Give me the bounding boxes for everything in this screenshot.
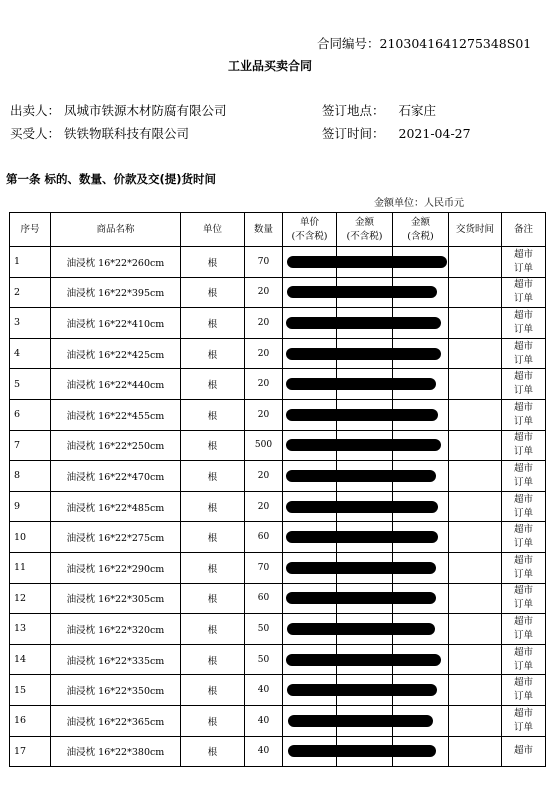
cell-amount-ex-tax-redacted (337, 705, 393, 736)
cell-note (502, 277, 546, 308)
table-row (10, 247, 546, 278)
note-line-2: 订单 (513, 293, 533, 305)
currency-note: 金额单位：人民币元 (374, 198, 464, 209)
cell-seq: 17 (10, 736, 51, 767)
cell-amount-inc-tax-redacted (393, 308, 449, 339)
cell-note (502, 614, 546, 645)
table-row (10, 430, 546, 461)
cell-amount-ex-tax-redacted (337, 338, 393, 369)
cell-amount-inc-tax-redacted (393, 614, 449, 645)
cell-seq: 12 (10, 583, 51, 614)
cell-qty: 20 (245, 338, 283, 369)
cell-note (502, 308, 546, 339)
cell-delivery-time (449, 430, 502, 461)
seller-label: 出卖人： (10, 103, 61, 118)
cell-name: 油浸枕 16*22*305cm (51, 583, 181, 614)
cell-qty: 40 (245, 675, 283, 706)
header-note: 备注 (502, 213, 546, 247)
cell-unit: 根 (181, 583, 245, 614)
header-amount-inc-l2: (含税) (407, 230, 434, 242)
note-line-1: 超市 (513, 554, 533, 566)
cell-amount-inc-tax-redacted (393, 369, 449, 400)
cell-seq: 9 (10, 491, 51, 522)
cell-seq: 5 (10, 369, 51, 400)
cell-qty: 500 (245, 430, 283, 461)
cell-qty: 70 (245, 552, 283, 583)
cell-unit-price-redacted (283, 552, 337, 583)
cell-amount-inc-tax-redacted (393, 736, 449, 767)
cell-qty: 50 (245, 614, 283, 645)
cell-amount-inc-tax-redacted (393, 675, 449, 706)
table-row (10, 522, 546, 553)
note-line-1: 超市 (513, 248, 533, 260)
items-table (9, 212, 546, 767)
header-amount-ex-l1: 金额 (354, 216, 374, 228)
cell-note (502, 675, 546, 706)
cell-unit-price-redacted (283, 522, 337, 553)
cell-amount-ex-tax-redacted (337, 552, 393, 583)
note-line-1: 超市 (513, 309, 533, 321)
cell-name: 油浸枕 16*22*365cm (51, 705, 181, 736)
cell-name: 油浸枕 16*22*335cm (51, 644, 181, 675)
table-row (10, 583, 546, 614)
cell-amount-ex-tax-redacted (337, 461, 393, 492)
cell-name: 油浸枕 16*22*350cm (51, 675, 181, 706)
note-line-2: 订单 (513, 629, 533, 641)
sign-place-label: 签订地点： (322, 103, 385, 118)
cell-unit-price-redacted (283, 308, 337, 339)
cell-name: 油浸枕 16*22*380cm (51, 736, 181, 767)
note-line-1: 超市 (513, 585, 533, 597)
cell-delivery-time (449, 736, 502, 767)
document-title: 工业品买卖合同 (227, 59, 312, 73)
cell-seq: 3 (10, 308, 51, 339)
cell-unit-price-redacted (283, 675, 337, 706)
note-line-1: 超市 (513, 279, 533, 291)
cell-amount-ex-tax-redacted (337, 430, 393, 461)
cell-seq: 11 (10, 552, 51, 583)
seller-name: 凤城市铁源木材防腐有限公司 (64, 103, 227, 118)
note-line-1: 超市 (513, 524, 533, 536)
cell-note (502, 736, 546, 767)
note-line-1: 超市 (513, 462, 533, 474)
cell-unit: 根 (181, 308, 245, 339)
note-line-2: 订单 (513, 568, 533, 580)
sign-time-row (322, 124, 471, 142)
cell-amount-ex-tax-redacted (337, 644, 393, 675)
cell-qty: 20 (245, 461, 283, 492)
contract-number (317, 34, 531, 52)
cell-unit: 根 (181, 522, 245, 553)
cell-name: 油浸枕 16*22*485cm (51, 491, 181, 522)
contract-number-value: 2103041641275348S01 (379, 36, 532, 51)
cell-note (502, 399, 546, 430)
sign-time-value: 2021-04-27 (398, 126, 471, 141)
note-line-1: 超市 (513, 340, 533, 352)
cell-amount-ex-tax-redacted (337, 491, 393, 522)
cell-delivery-time (449, 675, 502, 706)
buyer-name: 铁铁物联科技有限公司 (64, 126, 190, 141)
note-line-1: 超市 (513, 493, 533, 505)
cell-name: 油浸枕 16*22*395cm (51, 277, 181, 308)
table-row (10, 338, 546, 369)
note-line-2: 订单 (513, 507, 533, 519)
cell-amount-inc-tax-redacted (393, 644, 449, 675)
header-amount-inc-l1: 金额 (410, 216, 430, 228)
header-amount-ex-l2: (不含税) (346, 230, 383, 242)
cell-qty: 20 (245, 369, 283, 400)
cell-unit-price-redacted (283, 369, 337, 400)
cell-unit-price-redacted (283, 583, 337, 614)
cell-name: 油浸枕 16*22*260cm (51, 247, 181, 278)
cell-unit: 根 (181, 491, 245, 522)
cell-amount-inc-tax-redacted (393, 338, 449, 369)
table-row (10, 308, 546, 339)
cell-name: 油浸枕 16*22*290cm (51, 552, 181, 583)
cell-seq: 14 (10, 644, 51, 675)
table-row (10, 644, 546, 675)
cell-name: 油浸枕 16*22*320cm (51, 614, 181, 645)
cell-seq: 8 (10, 461, 51, 492)
note-line-1: 超市 (513, 432, 533, 444)
cell-unit: 根 (181, 369, 245, 400)
cell-unit: 根 (181, 461, 245, 492)
cell-unit-price-redacted (283, 247, 337, 278)
table-row (10, 614, 546, 645)
cell-delivery-time (449, 338, 502, 369)
cell-qty: 20 (245, 399, 283, 430)
cell-note (502, 552, 546, 583)
cell-note (502, 461, 546, 492)
note-line-1: 超市 (513, 615, 533, 627)
cell-note (502, 644, 546, 675)
cell-amount-ex-tax-redacted (337, 583, 393, 614)
cell-seq: 1 (10, 247, 51, 278)
sign-place-row (322, 101, 436, 119)
table-row (10, 736, 546, 767)
cell-name: 油浸枕 16*22*410cm (51, 308, 181, 339)
note-line-2: 订单 (513, 415, 533, 427)
cell-qty: 70 (245, 247, 283, 278)
cell-note (502, 247, 546, 278)
header-qty: 数量 (245, 213, 283, 247)
buyer-row (10, 124, 189, 142)
cell-amount-inc-tax-redacted (393, 247, 449, 278)
table-row (10, 675, 546, 706)
cell-note (502, 705, 546, 736)
note-line-1: 超市 (513, 677, 533, 689)
cell-amount-ex-tax-redacted (337, 399, 393, 430)
cell-delivery-time (449, 614, 502, 645)
cell-unit-price-redacted (283, 338, 337, 369)
cell-seq: 4 (10, 338, 51, 369)
cell-amount-inc-tax-redacted (393, 705, 449, 736)
cell-amount-ex-tax-redacted (337, 736, 393, 767)
cell-amount-ex-tax-redacted (337, 614, 393, 645)
cell-delivery-time (449, 491, 502, 522)
cell-delivery-time (449, 369, 502, 400)
note-line-1: 超市 (513, 401, 533, 413)
cell-unit-price-redacted (283, 399, 337, 430)
header-seq: 序号 (10, 213, 51, 247)
note-line-2: 订单 (513, 721, 533, 733)
cell-qty: 20 (245, 308, 283, 339)
cell-unit: 根 (181, 614, 245, 645)
cell-unit: 根 (181, 552, 245, 583)
note-line-2: 订单 (513, 354, 533, 366)
cell-delivery-time (449, 552, 502, 583)
cell-unit: 根 (181, 399, 245, 430)
cell-unit-price-redacted (283, 644, 337, 675)
cell-amount-inc-tax-redacted (393, 552, 449, 583)
cell-note (502, 491, 546, 522)
table-row (10, 277, 546, 308)
header-amount-ex-tax (337, 213, 393, 247)
cell-name: 油浸枕 16*22*275cm (51, 522, 181, 553)
table-row (10, 491, 546, 522)
cell-unit-price-redacted (283, 430, 337, 461)
note-line-2: 订单 (513, 385, 533, 397)
header-name: 商品名称 (51, 213, 181, 247)
header-amount-inc-tax (393, 213, 449, 247)
table-row (10, 369, 546, 400)
cell-amount-ex-tax-redacted (337, 369, 393, 400)
note-line-2: 订单 (513, 660, 533, 672)
cell-qty: 60 (245, 522, 283, 553)
cell-delivery-time (449, 522, 502, 553)
buyer-label: 买受人： (10, 126, 61, 141)
cell-unit-price-redacted (283, 736, 337, 767)
note-line-1: 超市 (513, 646, 533, 658)
cell-note (502, 430, 546, 461)
cell-delivery-time (449, 461, 502, 492)
cell-name: 油浸枕 16*22*440cm (51, 369, 181, 400)
header-unit-price-l2: (不含税) (291, 230, 328, 242)
cell-unit-price-redacted (283, 461, 337, 492)
cell-qty: 40 (245, 736, 283, 767)
cell-qty: 60 (245, 583, 283, 614)
cell-unit: 根 (181, 644, 245, 675)
note-line-1: 超市 (513, 707, 533, 719)
cell-unit: 根 (181, 430, 245, 461)
section-title: 第一条 标的、数量、价款及交(提)货时间 (6, 172, 217, 186)
note-line-2: 订单 (513, 599, 533, 611)
note-line-1: 超市 (513, 745, 533, 757)
cell-unit: 根 (181, 736, 245, 767)
cell-seq: 15 (10, 675, 51, 706)
cell-seq: 2 (10, 277, 51, 308)
table-row (10, 705, 546, 736)
cell-amount-inc-tax-redacted (393, 399, 449, 430)
cell-seq: 7 (10, 430, 51, 461)
cell-delivery-time (449, 583, 502, 614)
cell-unit: 根 (181, 705, 245, 736)
cell-unit-price-redacted (283, 491, 337, 522)
cell-qty: 50 (245, 644, 283, 675)
cell-qty: 20 (245, 491, 283, 522)
cell-unit: 根 (181, 675, 245, 706)
cell-amount-inc-tax-redacted (393, 583, 449, 614)
contract-number-label: 合同编号： (317, 36, 380, 51)
cell-name: 油浸枕 16*22*425cm (51, 338, 181, 369)
note-line-2: 订单 (513, 446, 533, 458)
cell-seq: 10 (10, 522, 51, 553)
header-unit: 单位 (181, 213, 245, 247)
header-delivery-time: 交货时间 (449, 213, 502, 247)
note-line-1: 超市 (513, 371, 533, 383)
table-header-row (10, 213, 546, 247)
cell-seq: 13 (10, 614, 51, 645)
note-line-2: 订单 (513, 691, 533, 703)
cell-unit-price-redacted (283, 705, 337, 736)
cell-amount-inc-tax-redacted (393, 430, 449, 461)
seller-row (10, 101, 227, 119)
cell-amount-inc-tax-redacted (393, 277, 449, 308)
cell-unit-price-redacted (283, 614, 337, 645)
cell-note (502, 338, 546, 369)
header-unit-price-l1: 单价 (299, 216, 319, 228)
cell-note (502, 583, 546, 614)
note-line-2: 订单 (513, 262, 533, 274)
cell-amount-ex-tax-redacted (337, 277, 393, 308)
cell-amount-ex-tax-redacted (337, 522, 393, 553)
cell-qty: 20 (245, 277, 283, 308)
cell-amount-ex-tax-redacted (337, 308, 393, 339)
cell-delivery-time (449, 277, 502, 308)
cell-unit: 根 (181, 247, 245, 278)
cell-amount-ex-tax-redacted (337, 247, 393, 278)
cell-note (502, 369, 546, 400)
cell-amount-inc-tax-redacted (393, 461, 449, 492)
cell-note (502, 522, 546, 553)
cell-unit: 根 (181, 277, 245, 308)
header-unit-price (283, 213, 337, 247)
note-line-2: 订单 (513, 323, 533, 335)
cell-amount-inc-tax-redacted (393, 522, 449, 553)
note-line-2: 订单 (513, 538, 533, 550)
cell-delivery-time (449, 705, 502, 736)
table-row (10, 552, 546, 583)
cell-delivery-time (449, 247, 502, 278)
sign-place-value: 石家庄 (398, 103, 437, 118)
cell-delivery-time (449, 644, 502, 675)
cell-unit-price-redacted (283, 277, 337, 308)
cell-name: 油浸枕 16*22*250cm (51, 430, 181, 461)
cell-delivery-time (449, 399, 502, 430)
cell-name: 油浸枕 16*22*455cm (51, 399, 181, 430)
table-row (10, 461, 546, 492)
cell-amount-ex-tax-redacted (337, 675, 393, 706)
cell-name: 油浸枕 16*22*470cm (51, 461, 181, 492)
cell-delivery-time (449, 308, 502, 339)
table-row (10, 399, 546, 430)
note-line-2: 订单 (513, 476, 533, 488)
cell-qty: 40 (245, 705, 283, 736)
cell-unit: 根 (181, 338, 245, 369)
cell-amount-inc-tax-redacted (393, 491, 449, 522)
cell-seq: 6 (10, 399, 51, 430)
sign-time-label: 签订时间： (322, 126, 385, 141)
cell-seq: 16 (10, 705, 51, 736)
